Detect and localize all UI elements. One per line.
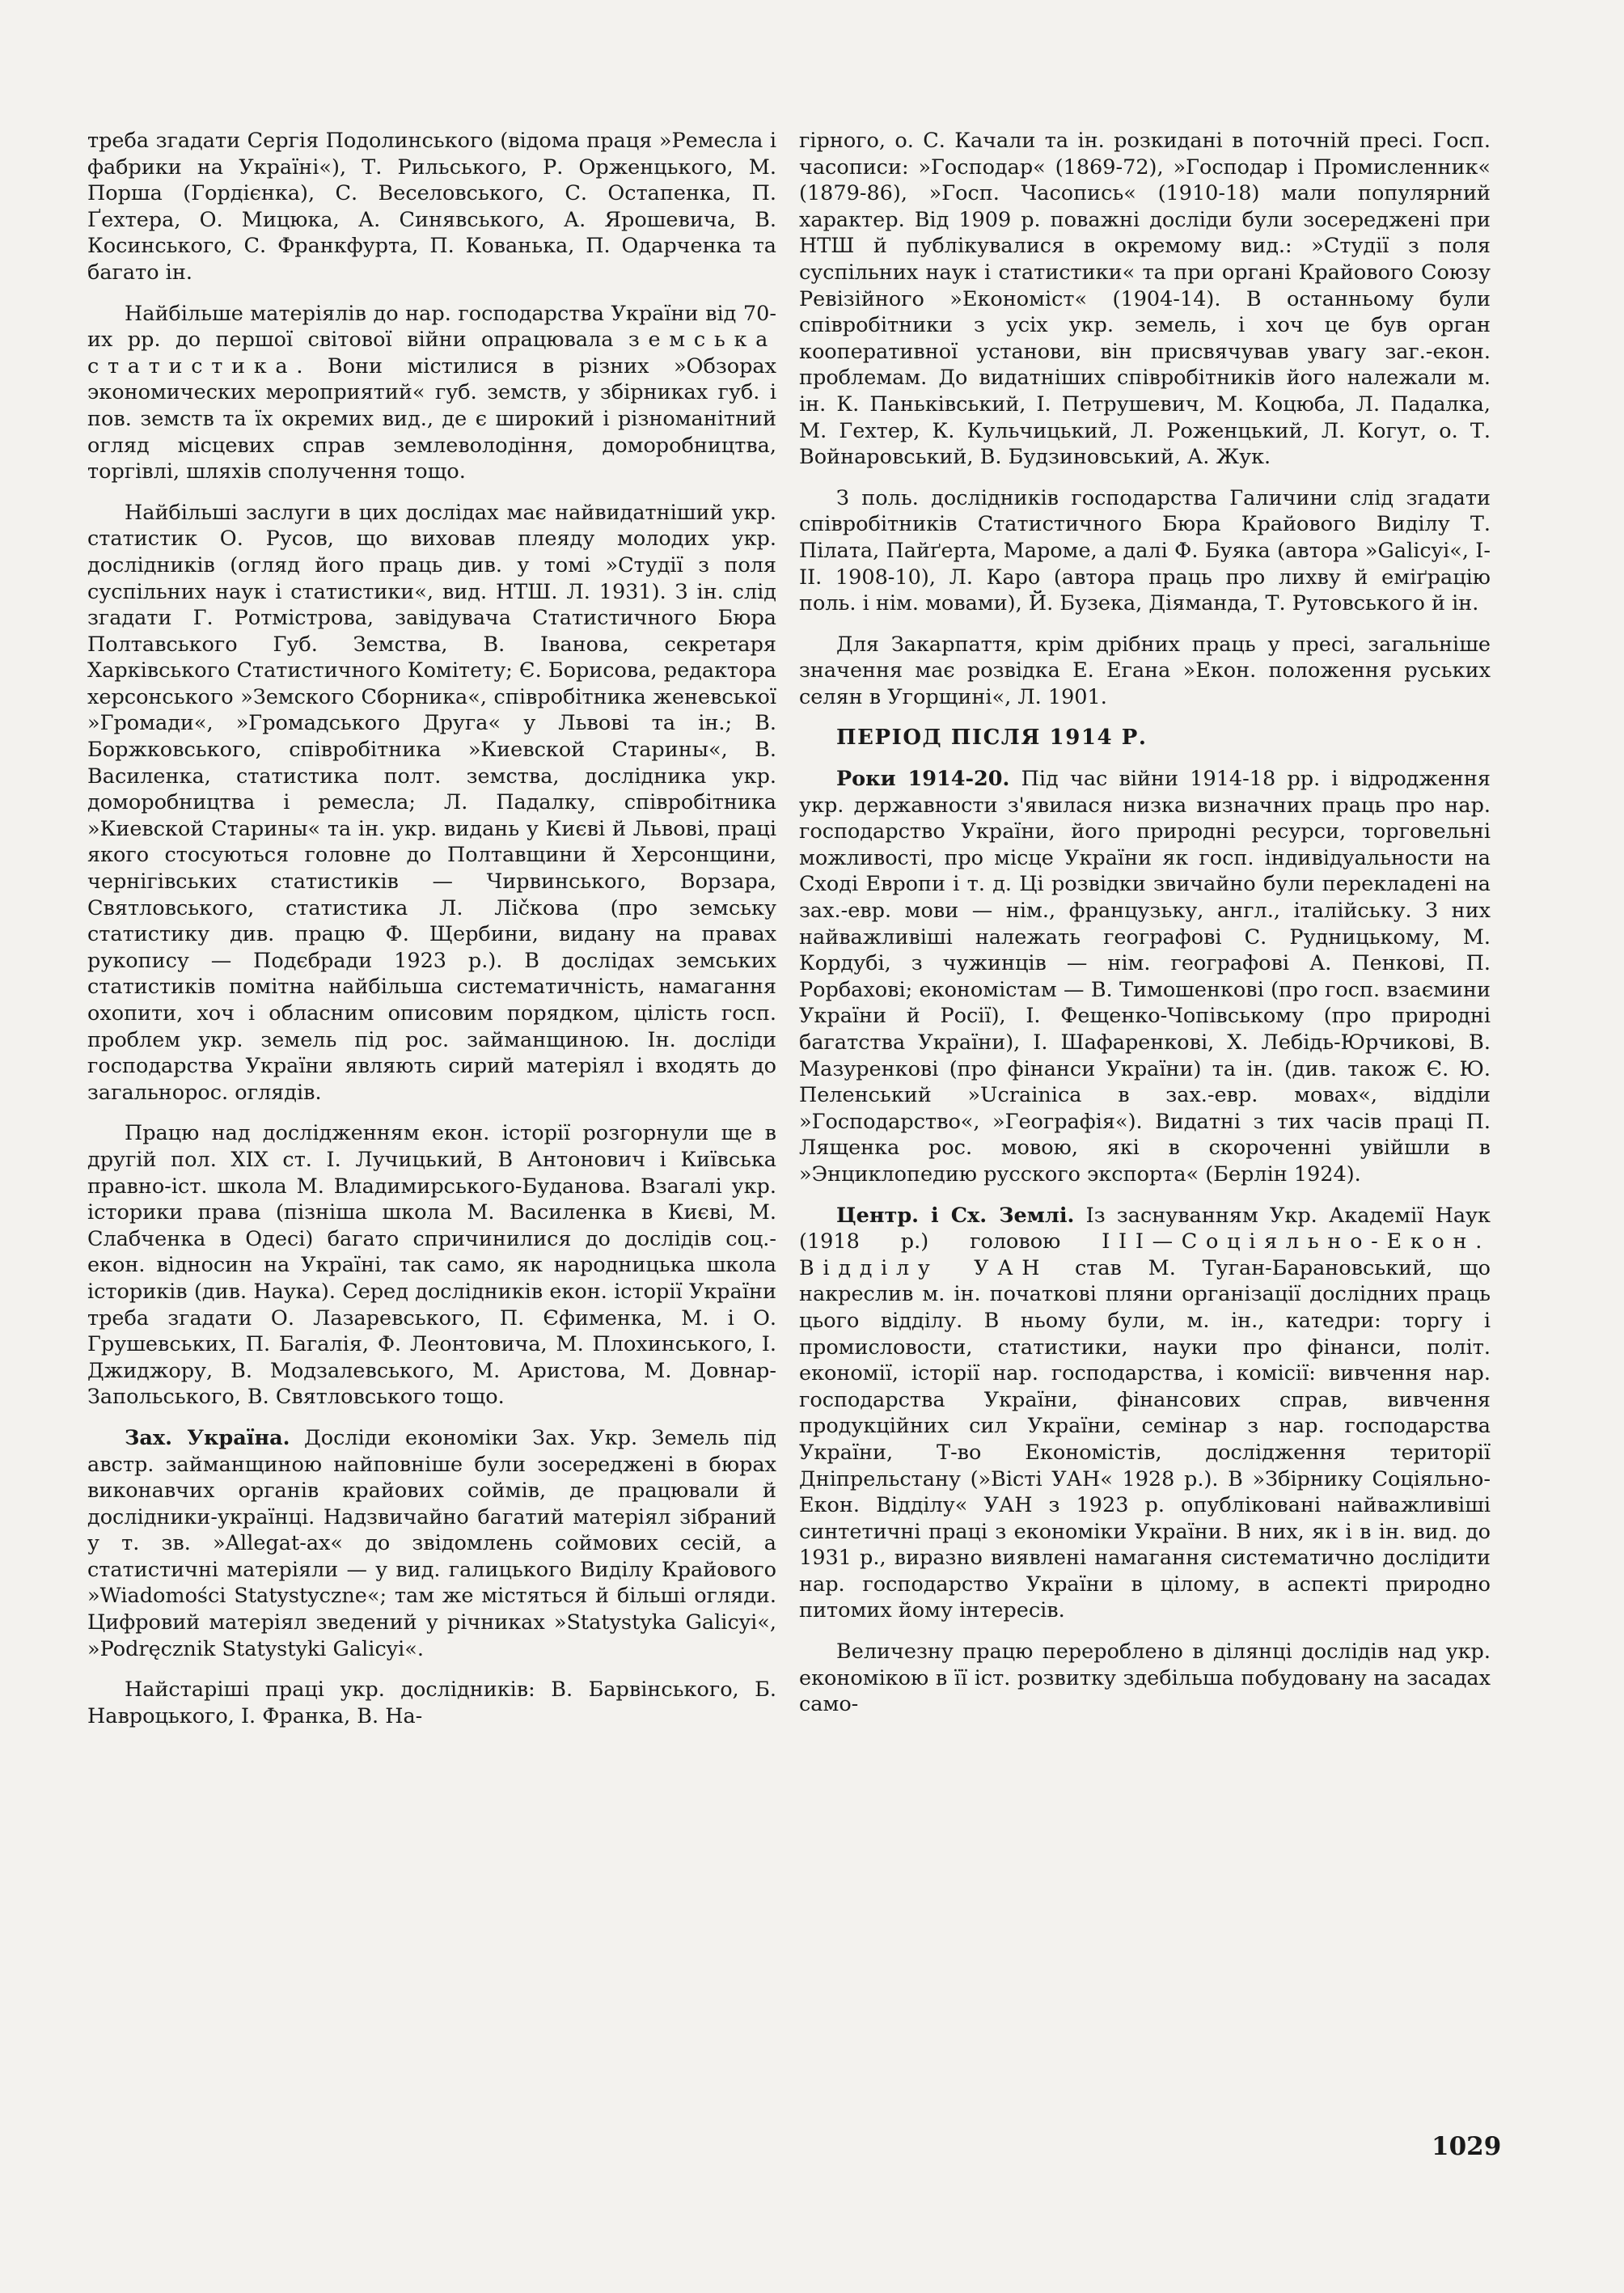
- paragraph: [799, 1203, 1491, 1625]
- spaced-emphasis: ІІІ—Соціяльно-Екон. Відділу УАН: [799, 1229, 1491, 1280]
- section-heading: ПЕРІОД ПІСЛЯ 1914 Р.: [836, 726, 1148, 751]
- text-run: став М. Туган-Барановський, що накреслив м. ін. початкові пляни організації дослідних праць цього відділу. В ньому були, м. ін., катедри: торгу і промисловости, статистики, науки про фінанси, політ. економії, історії нар. господарства, і комісії: вивчення нар. господарства України, фінансових справ, вивчення продукційних сил України, семінар з нар. господарства України, Т-во Економістів, дослідження території Дніпрельстану (»Вісті УАН« 1928 р.). В »Збірнику Соціяльно-Екон. Відділу« УАН з 1923 р. опубліковані найважливіші синтетичні праці з економіки України. В них, як і в ін. вид. до 1931 р., виразно виявлені намагання систематично дослідити нар. господарство України в цілому, в аспекті природно питомих йому інтересів.: [799, 1255, 1491, 1623]
- paragraph: Найбільші заслуги в цих дослідах має найвидатніший укр. статистик О. Русов, що виховав плеяду молодих укр. дослідників (огляд його праць див. у томі »Студії з поля суспільних наук і статистики«, вид. НТШ. Л. 1931). З ін. слід згадати Г. Ротмістрова, завідувача Статистичного Бюра Полтавського Губ. Земства, В. Іванова, секретаря Харківського Статистичного Комітету; Є. Борисова, редактора херсонського »Земского Сборника«, співробітника женевської »Громади«, »Громадського Друга« у Львові та ін.; В. Боржковського, співробітника »Киевской Старины«, В. Василенка, статистика полт. земства, дослідника укр. доморобництва і ремесла; Л. Падалку, співробітника »Киевской Старины« та ін. укр. видань у Києві й Львові, праці якого стосуються головне до Полтавщини й Херсонщини, чернігівських статистиків — Чирвинського, Ворзара, Святловського, статистика Л. Ліčкова (про земську статистику див. працю Ф. Щербини, видану на правах рукопису — Подєбради 1923 р.). В дослідах земських статистиків помітна найбільша систематичність, намагання охопити, хоч і обласним описовим порядком, цілість госп. проблем укр. земель під рос. займанщиною. Ін. досліди господарства України являють сирий матеріял і входять до загальнорос. оглядів.: [87, 500, 776, 1105]
- paragraph: Найстаріші праці укр. дослідників: В. Барвінського, Б. Навроцького, І. Франка, В. На-: [87, 1677, 776, 1728]
- paragraph: [799, 766, 1491, 1188]
- left-column: [87, 128, 776, 1729]
- run-in-heading: Роки 1914-20.: [836, 767, 1010, 792]
- text-run: Із заснуванням Укр. Академії Наук (1918 р.) головою: [799, 1203, 1491, 1254]
- paragraph: Величезну працю перероблено в ділянці дослідів над укр. економікою в її іст. розвитку здебільша побудовану на засадах само-: [799, 1639, 1491, 1717]
- run-in-heading: Центр. і Сх. Землі.: [836, 1203, 1075, 1228]
- page-number: 1029: [1432, 2132, 1502, 2161]
- text-run: Під час війни 1914-18 рр. і відродження укр. державности з'явилася низка визначних праць про нар. господарство України, його природні ресурси, торговельні можливості, про місце України як госп. індивідуальности на Сході Европи і т. д. Ці розвідки звичайно були перекладені на зах.-евр. мови — нім., французьку, англ., італійську. З них найважливіші належать географові С. Рудницькому, М. Кордубі, з чужинців — нім. географові А. Пенкові, П. Рорбахові; економістам — В. Тимошенкові (про госп. взаємини України й Росії), І. Фещенко-Чопівському (про природні багатства України), І. Шафаренкові, Х. Лебідь-Юрчикові, В. Мазуренкові (про фінанси України) та ін. (див. також Є. Ю. Пеленський »Ucrainica в зах.-евр. мовах«, відділи »Господарство«, »Географія«). Видатні з тих часів праці П. Лященка рос. мовою, які в скороченні увійшли в »Энциклопедию русского экспорта« (Берлін 1924).: [799, 767, 1491, 1187]
- spaced-emphasis: земська статистика: [87, 328, 776, 379]
- paragraph: Працю над дослідженням екон. історії розгорнули ще в другій пол. XIX ст. І. Лучицький, В Антонович і Київська правно-іст. школа М. Владимирського-Буданова. Взагалі укр. історики права (пізніша школа М. Василенка в Києві, М. Слабченка в Одесі) багато спричинилися до дослідів соц.-екон. відносин на Україні, так само, як народницька школа істориків (див. Наука). Серед дослідників екон. історії України треба згадати О. Лазаревського, П. Єфименка, М. і О. Грушевських, П. Багалія, Ф. Леонтовича, М. Плохинського, І. Джиджору, В. Модзалевського, М. Аристова, М. Довнар-Запольського, В. Святловського тощо.: [87, 1121, 776, 1410]
- paragraph: [87, 301, 776, 485]
- paragraph: Для Закарпаття, крім дрібних праць у пресі, загальніше значення має розвідка Е. Егана »Екон. положення руських селян в Угорщині«, Л. 1901.: [799, 632, 1491, 709]
- paragraph: З поль. дослідників господарства Галичини слід згадати співробітників Статистичного Бюра Крайового Виділу Т. Пілата, Пайґерта, Мароме, а далі Ф. Буяка (автора »Galicyi«, І-ІІ. 1908-10), Л. Каро (автора праць про лихву й еміґрацію поль. і нім. мовами), Й. Бузека, Діяманда, Т. Рутовського й ін.: [799, 485, 1491, 616]
- text-run: Досліди економіки Зах. Укр. Земель під австр. займанщиною найповніше були зосереджені в бюрах виконавчих органів крайових соймів, де працювали й дослідники-українці. Надзвичайно багатий матеріял зібраний у т. зв. »Allegat-ах« до звідомлень соймових сесій, а статистичні матеріяли — у вид. галицького Виділу Крайового »Wiadomości Statystyczne«; там же містяться й більші огляди. Цифровий матеріял зведений у річниках »Statystyka Galicyi«, »Podręcznik Statystyki Galicyi«.: [87, 1425, 776, 1661]
- text-run: . Вони містилися в різних »Обзорах экономических мероприятий« губ. земств, у збірниках губ. і пов. земств та їх окремих вид., де є широкий і різноманітний огляд місцевих справ землеволодіння, доморобництва, торгівлі, шляхів сполучення тощо.: [87, 353, 776, 484]
- paragraph: треба згадати Сергія Подолинського (відома праця »Ремесла і фабрики на Україні«), Т. Рильського, Р. Орженцького, М. Порша (Гордієнка), С. Веселовського, С. Остапенка, П. Ґехтера, О. Мицюка, А. Синявського, А. Ярошевича, В. Косинського, С. Франкфурта, П. Кованька, П. Одарченка та багато ін.: [87, 129, 776, 285]
- text-run: Найбільше матеріялів до нар. господарства України від 70-их рр. до першої світової війни опрацювала: [87, 301, 776, 353]
- right-column: [799, 128, 1491, 1718]
- paragraph: [87, 1425, 776, 1662]
- paragraph: гірного, о. С. Качали та ін. розкидані в поточній пресі. Госп. часописи: »Господар« (1869-72), »Господар і Промисленник« (1879-86), »Госп. Часопись« (1910-18) мали популярний характер. Від 1909 р. поважні досліди були зосереджені при НТШ й публікувалися в окремому вид.: »Студії з поля суспільних наук і статистики« та при органі Крайового Союзу Ревізійного »Економіст« (1904-14). В останньому були співробітники з усіх укр. земель, і хоч це був орган кооперативної установи, він присвячував увагу заг.-екон. проблемам. До видатніших співробітників його належали м. ін. К. Паньківський, І. Петрушевич, М. Коцюба, Л. Падалка, М. Гехтер, К. Кульчицький, Л. Роженцький, Л. Когут, о. Т. Войнаровський, В. Будзиновський, А. Жук.: [799, 129, 1491, 470]
- run-in-heading: Зах. Україна.: [125, 1425, 290, 1450]
